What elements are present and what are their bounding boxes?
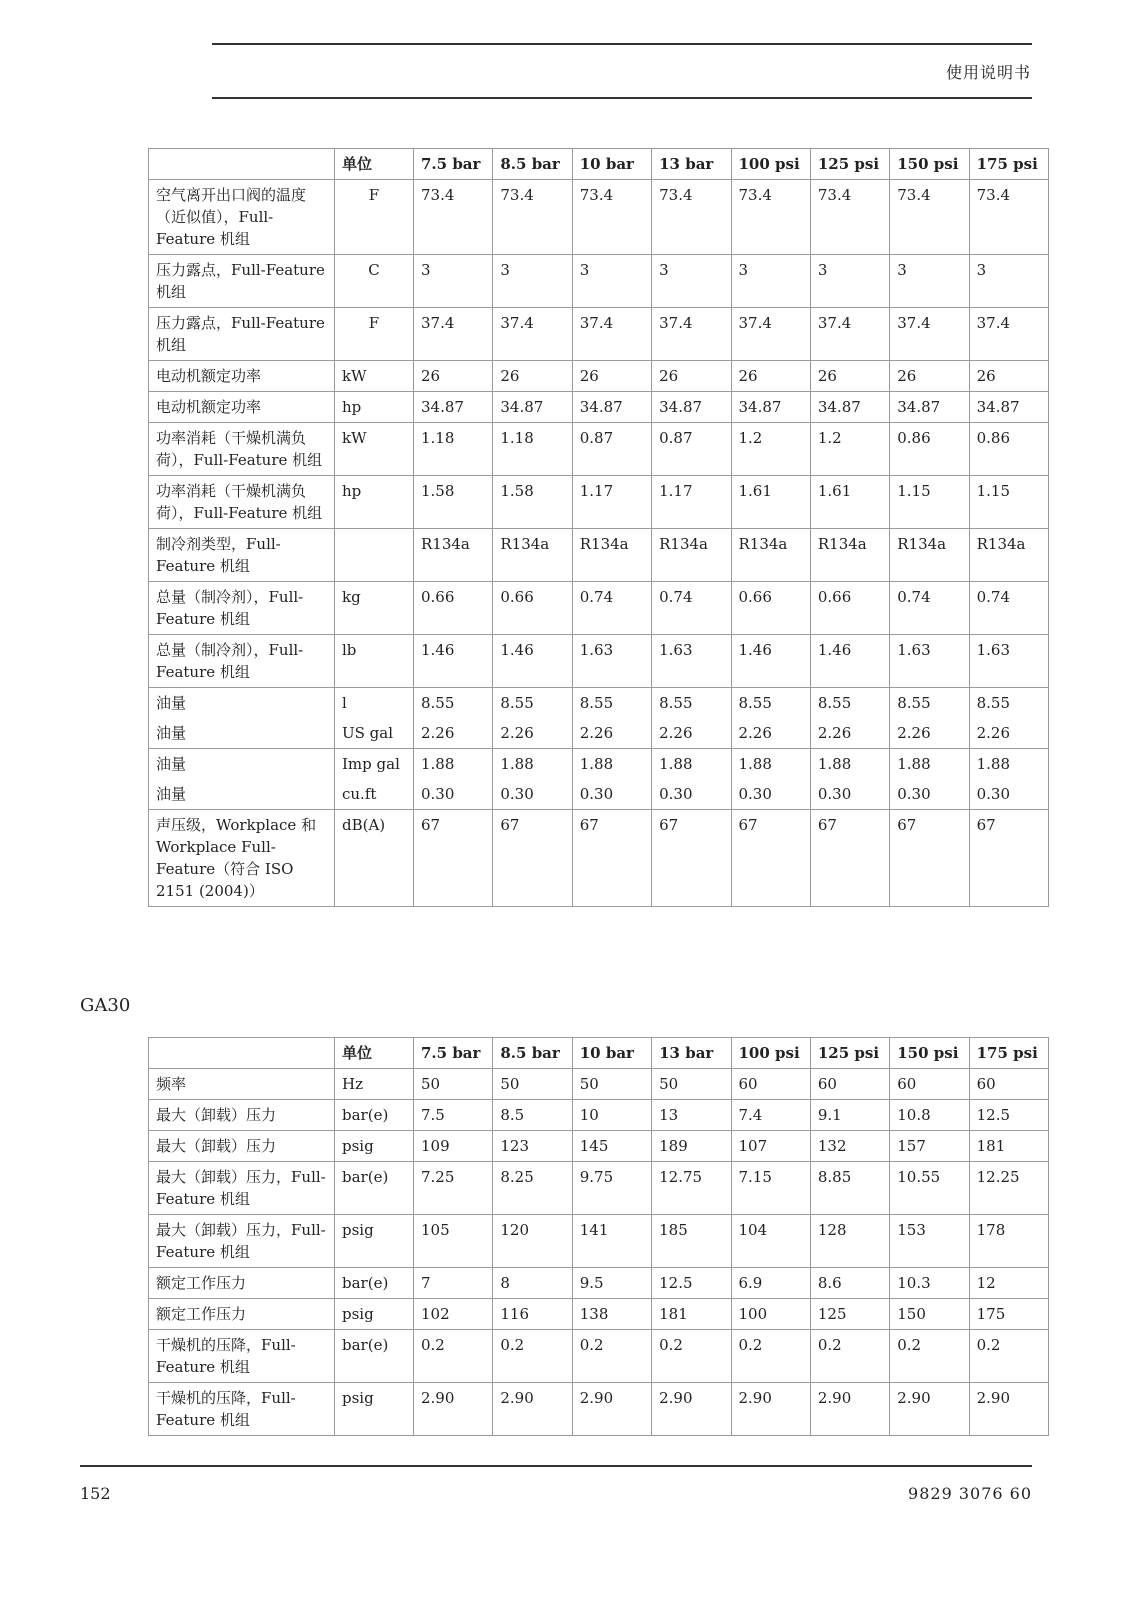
row-label-cell: 声压级，Workplace 和 Workplace Full-Feature（符合 ISO 2151 (2004)）: [149, 810, 335, 907]
value-cell: 0.30: [810, 779, 889, 810]
row-label-cell: 额定工作压力: [149, 1299, 335, 1330]
value-cell: 73.4: [493, 180, 572, 255]
value-cell: 132: [810, 1131, 889, 1162]
value-cell: 26: [969, 361, 1048, 392]
value-cell: 1.88: [414, 749, 493, 780]
value-cell: 0.66: [414, 582, 493, 635]
value-cell: 2.26: [810, 718, 889, 749]
value-cell: 2.90: [731, 1383, 810, 1436]
table-row: [149, 1215, 1049, 1268]
value-cell: 2.26: [572, 718, 651, 749]
value-cell: 7: [414, 1268, 493, 1299]
value-cell: 0.86: [890, 423, 969, 476]
value-cell: 60: [969, 1069, 1048, 1100]
value-cell: 26: [890, 361, 969, 392]
row-label-cell: 干燥机的压降，Full-Feature 机组: [149, 1330, 335, 1383]
spec-table-1: [148, 148, 1049, 907]
value-cell: 10.55: [890, 1162, 969, 1215]
table-row: [149, 810, 1049, 907]
value-cell: 181: [969, 1131, 1048, 1162]
value-cell: 10.3: [890, 1268, 969, 1299]
value-cell: 1.46: [731, 635, 810, 688]
table-row: [149, 779, 1049, 810]
value-cell: 10.8: [890, 1100, 969, 1131]
value-cell: 73.4: [969, 180, 1048, 255]
value-cell: R134a: [652, 529, 731, 582]
value-cell: 8.25: [493, 1162, 572, 1215]
value-cell: 0.30: [572, 779, 651, 810]
value-cell: 8.55: [572, 688, 651, 719]
value-cell: R134a: [969, 529, 1048, 582]
unit-cell: bar(e): [335, 1330, 414, 1383]
unit-cell: psig: [335, 1215, 414, 1268]
value-cell: 37.4: [969, 308, 1048, 361]
header-cell-value: 13 bar: [652, 1038, 731, 1069]
value-cell: 120: [493, 1215, 572, 1268]
row-label-cell: 油量: [149, 718, 335, 749]
header-cell-unit: 单位: [335, 149, 414, 180]
unit-cell: kW: [335, 423, 414, 476]
row-label-cell: 总量（制冷剂），Full-Feature 机组: [149, 582, 335, 635]
value-cell: 1.15: [969, 476, 1048, 529]
table-row: [149, 582, 1049, 635]
table-row: [149, 1330, 1049, 1383]
unit-cell: bar(e): [335, 1268, 414, 1299]
value-cell: R134a: [572, 529, 651, 582]
value-cell: 0.87: [652, 423, 731, 476]
unit-cell: F: [335, 308, 414, 361]
value-cell: 67: [969, 810, 1048, 907]
value-cell: 0.74: [572, 582, 651, 635]
unit-cell: C: [335, 255, 414, 308]
table-row: [149, 688, 1049, 719]
header-cell-value: 125 psi: [810, 1038, 889, 1069]
value-cell: R134a: [414, 529, 493, 582]
row-label-cell: 油量: [149, 688, 335, 719]
value-cell: 8.55: [969, 688, 1048, 719]
value-cell: 2.90: [969, 1383, 1048, 1436]
value-cell: 8.55: [810, 688, 889, 719]
header-cell-value: 100 psi: [731, 149, 810, 180]
value-cell: 6.9: [731, 1268, 810, 1299]
value-cell: 67: [810, 810, 889, 907]
value-cell: 67: [652, 810, 731, 907]
value-cell: 128: [810, 1215, 889, 1268]
value-cell: 138: [572, 1299, 651, 1330]
value-cell: 116: [493, 1299, 572, 1330]
document-code: 9829 3076 60: [908, 1484, 1032, 1503]
value-cell: 1.58: [414, 476, 493, 529]
table-row: [149, 255, 1049, 308]
header-cell-empty: [149, 1038, 335, 1069]
header-cell-value: 10 bar: [572, 1038, 651, 1069]
value-cell: 34.87: [890, 392, 969, 423]
header-cell-value: 8.5 bar: [493, 149, 572, 180]
table-row: [149, 1069, 1049, 1100]
value-cell: R134a: [810, 529, 889, 582]
unit-cell: kg: [335, 582, 414, 635]
value-cell: 3: [652, 255, 731, 308]
value-cell: 34.87: [414, 392, 493, 423]
unit-cell: F: [335, 180, 414, 255]
value-cell: 50: [652, 1069, 731, 1100]
value-cell: 60: [731, 1069, 810, 1100]
header-cell-value: 100 psi: [731, 1038, 810, 1069]
header-cell-value: 125 psi: [810, 149, 889, 180]
value-cell: 9.75: [572, 1162, 651, 1215]
value-cell: 2.90: [652, 1383, 731, 1436]
value-cell: 1.17: [572, 476, 651, 529]
unit-cell: US gal: [335, 718, 414, 749]
value-cell: 1.15: [890, 476, 969, 529]
value-cell: 150: [890, 1299, 969, 1330]
value-cell: 0.2: [890, 1330, 969, 1383]
value-cell: 145: [572, 1131, 651, 1162]
value-cell: 105: [414, 1215, 493, 1268]
unit-cell: lb: [335, 635, 414, 688]
table-header-row: [149, 1038, 1049, 1069]
value-cell: 0.30: [493, 779, 572, 810]
value-cell: 73.4: [731, 180, 810, 255]
value-cell: 1.17: [652, 476, 731, 529]
table-header-row: [149, 149, 1049, 180]
value-cell: 0.74: [652, 582, 731, 635]
value-cell: 2.90: [414, 1383, 493, 1436]
value-cell: 2.90: [493, 1383, 572, 1436]
value-cell: 9.5: [572, 1268, 651, 1299]
header-cell-value: 7.5 bar: [414, 149, 493, 180]
value-cell: 107: [731, 1131, 810, 1162]
value-cell: 7.15: [731, 1162, 810, 1215]
value-cell: 102: [414, 1299, 493, 1330]
value-cell: 34.87: [969, 392, 1048, 423]
value-cell: 8.55: [414, 688, 493, 719]
footer-rule: [80, 1465, 1032, 1467]
value-cell: 73.4: [890, 180, 969, 255]
table-row: [149, 423, 1049, 476]
header-cell-unit: 单位: [335, 1038, 414, 1069]
value-cell: 1.2: [810, 423, 889, 476]
unit-cell: cu.ft: [335, 779, 414, 810]
value-cell: 67: [890, 810, 969, 907]
value-cell: 1.63: [890, 635, 969, 688]
value-cell: 2.26: [731, 718, 810, 749]
value-cell: R134a: [493, 529, 572, 582]
value-cell: 2.90: [890, 1383, 969, 1436]
unit-cell: Imp gal: [335, 749, 414, 780]
value-cell: 2.26: [414, 718, 493, 749]
table-row: [149, 1131, 1049, 1162]
table-row: [149, 476, 1049, 529]
value-cell: 37.4: [493, 308, 572, 361]
value-cell: 50: [572, 1069, 651, 1100]
value-cell: 1.88: [890, 749, 969, 780]
value-cell: 7.5: [414, 1100, 493, 1131]
value-cell: 37.4: [414, 308, 493, 361]
table-row: [149, 1299, 1049, 1330]
unit-cell: psig: [335, 1299, 414, 1330]
section-title: GA30: [80, 995, 131, 1016]
row-label-cell: 最大（卸载）压力，Full-Feature 机组: [149, 1215, 335, 1268]
value-cell: 109: [414, 1131, 493, 1162]
value-cell: 37.4: [652, 308, 731, 361]
unit-cell: hp: [335, 392, 414, 423]
header-bottom-rule: [212, 97, 1032, 99]
row-label-cell: 空气离开出口阀的温度（近似值），Full-Feature 机组: [149, 180, 335, 255]
row-label-cell: 最大（卸载）压力: [149, 1100, 335, 1131]
table-row: [149, 718, 1049, 749]
value-cell: 0.2: [810, 1330, 889, 1383]
value-cell: 3: [731, 255, 810, 308]
value-cell: 60: [810, 1069, 889, 1100]
value-cell: 0.74: [890, 582, 969, 635]
value-cell: 104: [731, 1215, 810, 1268]
row-label-cell: 电动机额定功率: [149, 392, 335, 423]
row-label-cell: 频率: [149, 1069, 335, 1100]
header-cell-value: 7.5 bar: [414, 1038, 493, 1069]
header-top-rule: [212, 43, 1032, 45]
unit-cell: psig: [335, 1131, 414, 1162]
unit-cell: dB(A): [335, 810, 414, 907]
value-cell: 3: [969, 255, 1048, 308]
value-cell: 2.26: [969, 718, 1048, 749]
value-cell: 26: [493, 361, 572, 392]
value-cell: 1.18: [414, 423, 493, 476]
value-cell: 0.2: [572, 1330, 651, 1383]
table-row: [149, 308, 1049, 361]
value-cell: 34.87: [652, 392, 731, 423]
value-cell: 12.5: [969, 1100, 1048, 1131]
value-cell: 1.63: [572, 635, 651, 688]
value-cell: 0.30: [414, 779, 493, 810]
unit-cell: Hz: [335, 1069, 414, 1100]
row-label-cell: 功率消耗（干燥机满负荷），Full-Feature 机组: [149, 476, 335, 529]
value-cell: 0.30: [969, 779, 1048, 810]
value-cell: 1.88: [969, 749, 1048, 780]
value-cell: 185: [652, 1215, 731, 1268]
value-cell: 50: [414, 1069, 493, 1100]
value-cell: 37.4: [731, 308, 810, 361]
table-row: [149, 529, 1049, 582]
value-cell: 0.2: [414, 1330, 493, 1383]
value-cell: 1.46: [414, 635, 493, 688]
value-cell: 8.5: [493, 1100, 572, 1131]
value-cell: 2.90: [572, 1383, 651, 1436]
value-cell: 34.87: [572, 392, 651, 423]
value-cell: 0.2: [969, 1330, 1048, 1383]
value-cell: 13: [652, 1100, 731, 1131]
value-cell: 0.30: [731, 779, 810, 810]
value-cell: 8.55: [652, 688, 731, 719]
value-cell: 157: [890, 1131, 969, 1162]
header-title: 使用说明书: [945, 63, 1031, 82]
page-number: 152: [80, 1484, 111, 1503]
value-cell: 0.2: [731, 1330, 810, 1383]
value-cell: 0.66: [493, 582, 572, 635]
value-cell: R134a: [890, 529, 969, 582]
row-label-cell: 油量: [149, 779, 335, 810]
row-label-cell: 总量（制冷剂），Full-Feature 机组: [149, 635, 335, 688]
value-cell: 0.30: [890, 779, 969, 810]
value-cell: 26: [731, 361, 810, 392]
unit-cell: psig: [335, 1383, 414, 1436]
row-label-cell: 功率消耗（干燥机满负荷），Full-Feature 机组: [149, 423, 335, 476]
value-cell: 26: [652, 361, 731, 392]
value-cell: 1.61: [810, 476, 889, 529]
header-cell-value: 175 psi: [969, 1038, 1048, 1069]
value-cell: 3: [810, 255, 889, 308]
value-cell: 2.90: [810, 1383, 889, 1436]
table-row: [149, 1268, 1049, 1299]
value-cell: 1.88: [652, 749, 731, 780]
value-cell: 0.87: [572, 423, 651, 476]
row-label-cell: 最大（卸载）压力，Full-Feature 机组: [149, 1162, 335, 1215]
value-cell: 8: [493, 1268, 572, 1299]
value-cell: 8.55: [890, 688, 969, 719]
table-row: [149, 1162, 1049, 1215]
value-cell: 1.18: [493, 423, 572, 476]
value-cell: 26: [810, 361, 889, 392]
value-cell: 12: [969, 1268, 1048, 1299]
spec-table-2: [148, 1037, 1049, 1436]
row-label-cell: 电动机额定功率: [149, 361, 335, 392]
value-cell: 125: [810, 1299, 889, 1330]
value-cell: 34.87: [810, 392, 889, 423]
value-cell: 67: [731, 810, 810, 907]
unit-cell: bar(e): [335, 1100, 414, 1131]
header-cell-value: 8.5 bar: [493, 1038, 572, 1069]
value-cell: 0.2: [493, 1330, 572, 1383]
value-cell: 37.4: [572, 308, 651, 361]
value-cell: 175: [969, 1299, 1048, 1330]
unit-cell: hp: [335, 476, 414, 529]
value-cell: 1.88: [493, 749, 572, 780]
value-cell: 1.58: [493, 476, 572, 529]
value-cell: 1.88: [731, 749, 810, 780]
unit-cell: l: [335, 688, 414, 719]
value-cell: 2.26: [493, 718, 572, 749]
value-cell: 73.4: [810, 180, 889, 255]
table-row: [149, 180, 1049, 255]
value-cell: 8.85: [810, 1162, 889, 1215]
unit-cell: kW: [335, 361, 414, 392]
value-cell: 34.87: [493, 392, 572, 423]
value-cell: 1.46: [493, 635, 572, 688]
value-cell: 12.5: [652, 1268, 731, 1299]
value-cell: 3: [890, 255, 969, 308]
value-cell: 0.2: [652, 1330, 731, 1383]
value-cell: 8.55: [493, 688, 572, 719]
table-row: [149, 392, 1049, 423]
row-label-cell: 额定工作压力: [149, 1268, 335, 1299]
value-cell: 153: [890, 1215, 969, 1268]
value-cell: 0.74: [969, 582, 1048, 635]
value-cell: 0.86: [969, 423, 1048, 476]
value-cell: 12.75: [652, 1162, 731, 1215]
value-cell: 2.26: [652, 718, 731, 749]
header-cell-value: 150 psi: [890, 149, 969, 180]
table-row: [149, 1383, 1049, 1436]
value-cell: 7.4: [731, 1100, 810, 1131]
header-cell-value: 175 psi: [969, 149, 1048, 180]
value-cell: 9.1: [810, 1100, 889, 1131]
value-cell: 3: [493, 255, 572, 308]
value-cell: 34.87: [731, 392, 810, 423]
value-cell: 123: [493, 1131, 572, 1162]
unit-cell: bar(e): [335, 1162, 414, 1215]
row-label-cell: 油量: [149, 749, 335, 780]
value-cell: 1.88: [810, 749, 889, 780]
value-cell: 10: [572, 1100, 651, 1131]
value-cell: 178: [969, 1215, 1048, 1268]
value-cell: 0.66: [810, 582, 889, 635]
value-cell: 1.46: [810, 635, 889, 688]
value-cell: 181: [652, 1299, 731, 1330]
value-cell: 8.6: [810, 1268, 889, 1299]
value-cell: 189: [652, 1131, 731, 1162]
value-cell: 0.66: [731, 582, 810, 635]
header-cell-value: 150 psi: [890, 1038, 969, 1069]
row-label-cell: 最大（卸载）压力: [149, 1131, 335, 1162]
value-cell: 1.88: [572, 749, 651, 780]
value-cell: 0.30: [652, 779, 731, 810]
value-cell: 3: [414, 255, 493, 308]
value-cell: 26: [572, 361, 651, 392]
value-cell: 2.26: [890, 718, 969, 749]
header-cell-empty: [149, 149, 335, 180]
value-cell: 73.4: [652, 180, 731, 255]
value-cell: 1.63: [969, 635, 1048, 688]
table-row: [149, 1100, 1049, 1131]
value-cell: 1.2: [731, 423, 810, 476]
value-cell: 1.61: [731, 476, 810, 529]
value-cell: 141: [572, 1215, 651, 1268]
value-cell: 73.4: [572, 180, 651, 255]
value-cell: 50: [493, 1069, 572, 1100]
header-cell-value: 13 bar: [652, 149, 731, 180]
value-cell: 73.4: [414, 180, 493, 255]
unit-cell: [335, 529, 414, 582]
row-label-cell: 制冷剂类型，Full-Feature 机组: [149, 529, 335, 582]
row-label-cell: 干燥机的压降，Full-Feature 机组: [149, 1383, 335, 1436]
value-cell: 100: [731, 1299, 810, 1330]
value-cell: 37.4: [890, 308, 969, 361]
value-cell: 3: [572, 255, 651, 308]
value-cell: 26: [414, 361, 493, 392]
value-cell: 37.4: [810, 308, 889, 361]
value-cell: 67: [493, 810, 572, 907]
value-cell: R134a: [731, 529, 810, 582]
value-cell: 67: [414, 810, 493, 907]
value-cell: 7.25: [414, 1162, 493, 1215]
value-cell: 8.55: [731, 688, 810, 719]
table-row: [149, 749, 1049, 780]
row-label-cell: 压力露点，Full-Feature 机组: [149, 308, 335, 361]
value-cell: 12.25: [969, 1162, 1048, 1215]
value-cell: 1.63: [652, 635, 731, 688]
header-cell-value: 10 bar: [572, 149, 651, 180]
table-row: [149, 361, 1049, 392]
row-label-cell: 压力露点，Full-Feature 机组: [149, 255, 335, 308]
value-cell: 67: [572, 810, 651, 907]
table-row: [149, 635, 1049, 688]
value-cell: 60: [890, 1069, 969, 1100]
